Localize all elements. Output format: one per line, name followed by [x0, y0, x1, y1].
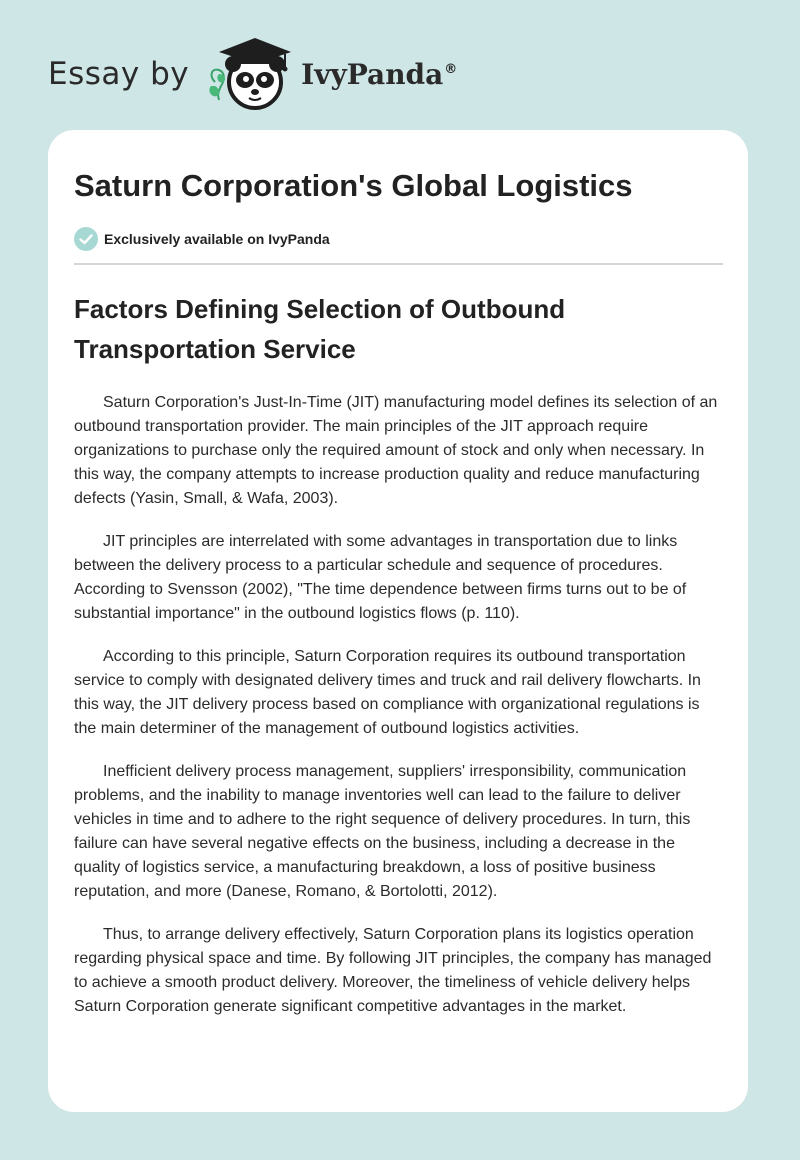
brand-name: IvyPanda®: [301, 57, 458, 91]
page-title: Saturn Corporation's Global Logistics: [74, 168, 633, 203]
section-heading: Factors Defining Selection of Outbound Transportation Service: [74, 294, 566, 364]
checkmark-icon: [74, 227, 98, 251]
paragraph: Thus, to arrange delivery effectively, Saturn Corporation plans its logistics operation regarding physical space and time. By following JIT principles, the company has managed to achieve a smooth product delivery. Moreover, the timeliness of vehicle delivery helps Saturn Corporation generate significant competitive advantages in the market.: [74, 926, 712, 1015]
essay-card: [48, 130, 748, 1112]
brand-header[interactable]: [48, 34, 457, 114]
essay-body: [74, 391, 723, 1019]
panda-logo-icon: [205, 34, 293, 114]
registered-mark: ®: [444, 62, 458, 78]
paragraph: According to this principle, Saturn Corporation requires its outbound transportation service to comply with designated delivery times and truck and rail delivery flowcharts. In this way, the JIT delivery process based on compliance with organizational regulations is the main determiner of the management of outbound logistics activities.: [74, 648, 701, 737]
brand-prefix: Essay by: [48, 56, 190, 92]
exclusive-badge: [74, 226, 723, 252]
essay-content: [74, 130, 723, 1038]
paragraph: Inefficient delivery process management, suppliers' irresponsibility, communication problems, and the inability to manage inventories well can lead to the failure to deliver vehicles in time and to adhere to the right sequence of delivery procedures. In turn, this failure can have several negative effects on the business, including a decrease in the quality of logistics service, a manufacturing breakdown, a loss of positive business reputation, and more (Danese, Romano, & Bortolotti, 2012).: [74, 763, 691, 900]
badge-label: Exclusively available on IvyPanda: [104, 231, 330, 247]
divider: [74, 263, 723, 265]
paragraph: JIT principles are interrelated with some advantages in transportation due to links between the delivery process to a particular schedule and sequence of procedures. According to Svensson (2002), "The time dependence between firms turns out to be of substantial importance" in the outbound logistics flows (p. 110).: [74, 533, 687, 622]
paragraph: Saturn Corporation's Just-In-Time (JIT) manufacturing model defines its selection of an outbound transportation provider. The main principles of the JIT approach require organizations to purchase only the required amount of stock and only when necessary. In this way, the company attempts to increase production quality and reduce manufacturing defects (Yasin, Small, & Wafa, 2003).: [74, 394, 718, 507]
